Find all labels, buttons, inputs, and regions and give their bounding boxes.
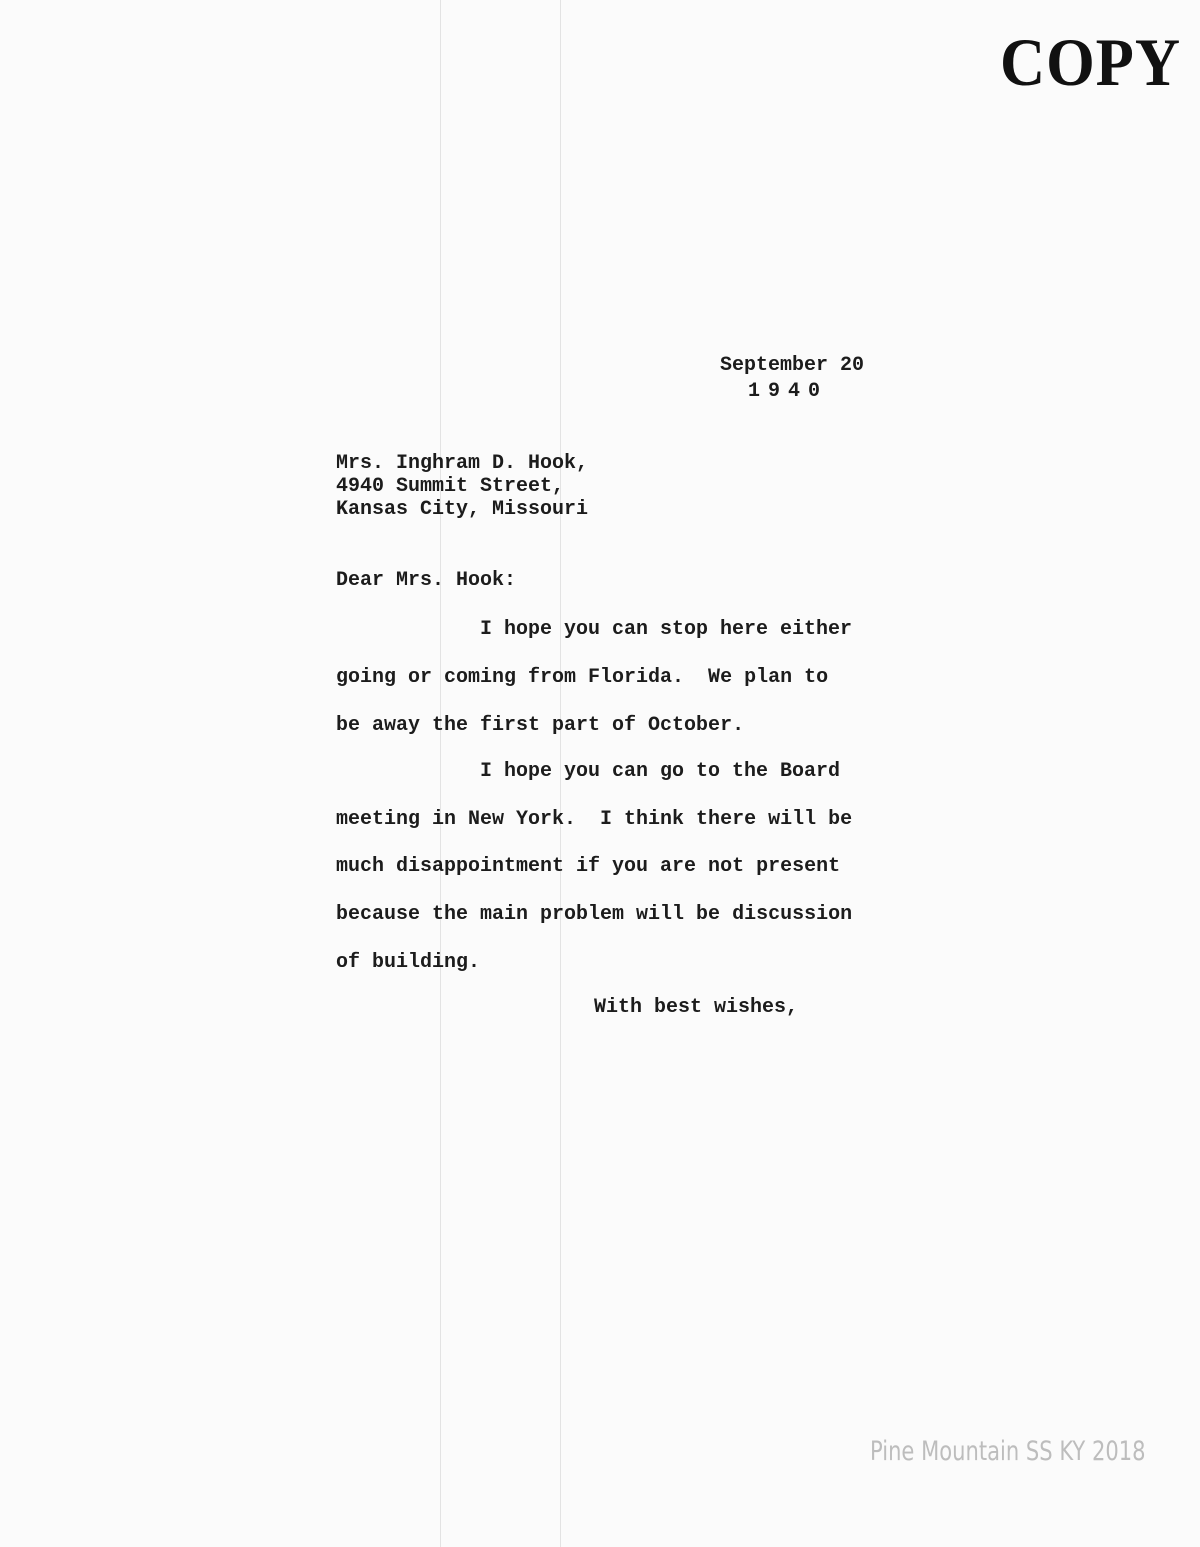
recipient-name: Mrs. Inghram D. Hook,	[336, 452, 589, 475]
body-line: be away the first part of October.	[336, 714, 745, 737]
letter-year: 1940	[748, 380, 829, 403]
body-line: of building.	[336, 951, 481, 974]
salutation: Dear Mrs. Hook:	[336, 569, 517, 592]
body-line: much disappointment if you are not present	[336, 855, 841, 878]
body-line: meeting in New York. I think there will be	[336, 808, 853, 831]
body-line: I hope you can go to the Board	[480, 760, 841, 783]
archive-watermark: Pine Mountain SS KY 2018	[870, 1436, 1146, 1467]
letter-date: September 20	[720, 354, 865, 377]
recipient-street: 4940 Summit Street,	[336, 475, 565, 498]
copy-stamp: COPY	[1000, 24, 1181, 100]
closing: With best wishes,	[594, 996, 799, 1019]
paper-crease	[440, 0, 441, 1547]
body-line: I hope you can stop here either	[480, 618, 853, 641]
body-line: going or coming from Florida. We plan to	[336, 666, 829, 689]
recipient-city: Kansas City, Missouri	[336, 498, 589, 521]
body-line: because the main problem will be discussion	[336, 903, 853, 926]
